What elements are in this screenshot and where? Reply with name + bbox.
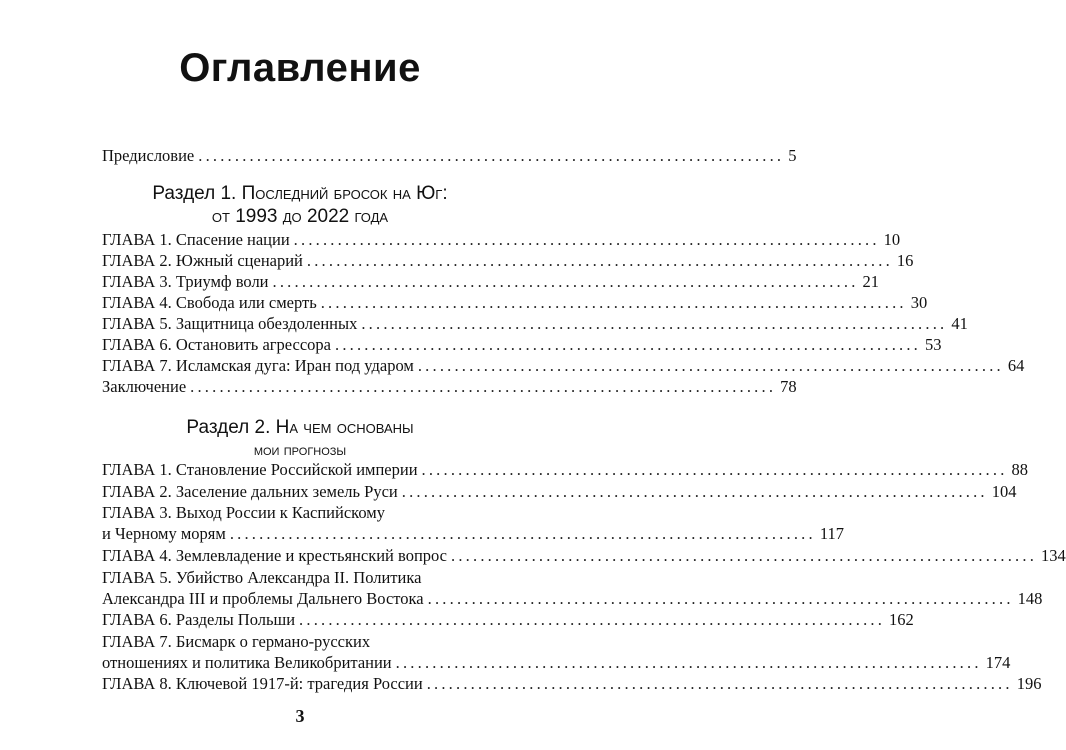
toc-entry[interactable] (102, 293, 928, 313)
toc-leader-dots: ................................................................................ (451, 546, 1038, 565)
toc-entry-label: ГЛАВА 7. Исламская дуга: Иран под ударом (102, 356, 414, 375)
toc-leader-dots: ................................................................................ (335, 335, 921, 354)
toc-entry[interactable] (102, 377, 797, 397)
toc-leader-dots: ................................................................................ (427, 589, 1014, 608)
toc-entry-page: 41 (951, 314, 968, 333)
toc-leader-dots: ................................................................................ (293, 230, 880, 249)
toc-leader-dots: ................................................................................ (426, 674, 1013, 693)
page-title: Оглавление (179, 46, 421, 90)
toc-entry-label: ГЛАВА 1. Спасение нации (102, 230, 290, 249)
toc-entry-page: 16 (896, 251, 914, 270)
toc-entry-label: ГЛАВА 5. Убийство Александра II. Политика (102, 568, 422, 587)
toc-leader-dots: ................................................................................ (417, 356, 1004, 375)
toc-entry[interactable] (102, 653, 1011, 673)
page-number: 3 (295, 706, 305, 726)
toc-entry-label: и Черному морям (102, 524, 226, 543)
toc-leader-dots: ................................................................................ (229, 524, 816, 543)
toc-entry-page: 21 (862, 272, 880, 291)
toc-entry-line1[interactable] (102, 568, 498, 588)
toc-entry-label: Предисловие (102, 146, 195, 165)
toc-entry[interactable] (102, 546, 1066, 566)
toc-entry-page: 162 (889, 610, 914, 629)
toc-entry[interactable] (102, 314, 968, 334)
section-2-heading-line2-text: мои прогнозы (253, 442, 347, 459)
toc-entry-label: ГЛАВА 4. Землевладение и крестьянский вопрос (102, 546, 448, 565)
section-1-heading-rest: Последний бросок на Юг: (241, 183, 448, 204)
toc-entry[interactable] (102, 610, 914, 630)
toc-entry-label: ГЛАВА 2. Южный сценарий (102, 251, 303, 270)
section-2-heading-line2 (0, 440, 600, 462)
toc-entry-label: ГЛАВА 6. Разделы Польши (102, 610, 296, 629)
toc-entry-page: 64 (1007, 356, 1025, 375)
toc-entry[interactable] (102, 674, 1042, 694)
toc-entry-page: 30 (910, 293, 928, 312)
toc-entry-page: 53 (925, 335, 942, 354)
toc-entry-preface[interactable] (102, 146, 797, 166)
toc-entry-page: 5 (788, 146, 797, 165)
section-2-heading-lead: Раздел 2. (186, 417, 271, 438)
toc-leader-dots: ................................................................................ (198, 146, 785, 165)
toc-leader-dots: ................................................................................ (361, 314, 948, 333)
toc-entry-label: Заключение (102, 377, 187, 396)
toc-leader-dots: ................................................................................ (401, 482, 988, 501)
toc-entry-page: 148 (1017, 589, 1043, 608)
toc-leader-dots: ................................................................................ (306, 251, 893, 270)
toc-entry[interactable] (102, 230, 901, 250)
toc-entry[interactable] (102, 589, 1043, 609)
toc-entry-page: 196 (1016, 674, 1042, 693)
toc-entry-label: Александра III и проблемы Дальнего Востока (102, 589, 424, 608)
toc-leader-dots: ................................................................................ (190, 377, 777, 396)
toc-entry-line1[interactable] (102, 632, 498, 652)
toc-entry-line1[interactable] (102, 503, 498, 523)
toc-entry-label: ГЛАВА 4. Свобода или смерть (102, 293, 317, 312)
section-1-heading-line2-text: от 1993 до 2022 года (211, 206, 389, 227)
section-1-heading-lead: Раздел 1. (152, 183, 237, 204)
section-1-heading (0, 183, 600, 205)
toc-entry-page: 134 (1041, 546, 1066, 565)
toc-entry[interactable] (102, 335, 942, 355)
toc-entry[interactable] (102, 482, 1017, 502)
toc-entry-page: 88 (1011, 460, 1029, 479)
toc-entry-page: 104 (991, 482, 1017, 501)
toc-leader-dots: ................................................................................ (299, 610, 886, 629)
toc-entry-label: ГЛАВА 2. Заселение дальних земель Руси (102, 482, 398, 501)
toc-leader-dots: ................................................................................ (320, 293, 907, 312)
toc-entry-page: 78 (780, 377, 797, 396)
toc-entry[interactable] (102, 272, 880, 292)
toc-entry-label: ГЛАВА 1. Становление Российской империи (102, 460, 418, 479)
toc-leader-dots: ................................................................................ (395, 653, 982, 672)
toc-entry[interactable] (102, 251, 914, 271)
toc-entry-label: ГЛАВА 3. Триумф воли (102, 272, 269, 291)
toc-entry[interactable] (102, 460, 1029, 480)
toc-entry-page: 10 (883, 230, 901, 249)
toc-entry-label: ГЛАВА 7. Бисмарк о германо-русских (102, 632, 371, 651)
toc-entry-label: отношениях и политика Великобритании (102, 653, 392, 672)
section-2-heading-rest: На чем основаны (275, 417, 414, 438)
toc-entry-page: 117 (819, 524, 844, 543)
toc-entry-label: ГЛАВА 6. Остановить агрессора (102, 335, 331, 354)
section-1-heading-line2 (0, 206, 600, 228)
toc-entry-page: 174 (985, 653, 1011, 672)
section-2-heading (0, 417, 600, 439)
toc-entry-label: ГЛАВА 3. Выход России к Каспийскому (102, 503, 385, 522)
toc-leader-dots: ................................................................................ (272, 272, 859, 291)
toc-entry-label: ГЛАВА 8. Ключевой 1917-й: трагедия России (102, 674, 423, 693)
toc-entry[interactable] (102, 356, 1025, 376)
toc-leader-dots: ................................................................................ (421, 460, 1008, 479)
toc-entry[interactable] (102, 524, 844, 544)
toc-entry-label: ГЛАВА 5. Защитница обездоленных (102, 314, 358, 333)
